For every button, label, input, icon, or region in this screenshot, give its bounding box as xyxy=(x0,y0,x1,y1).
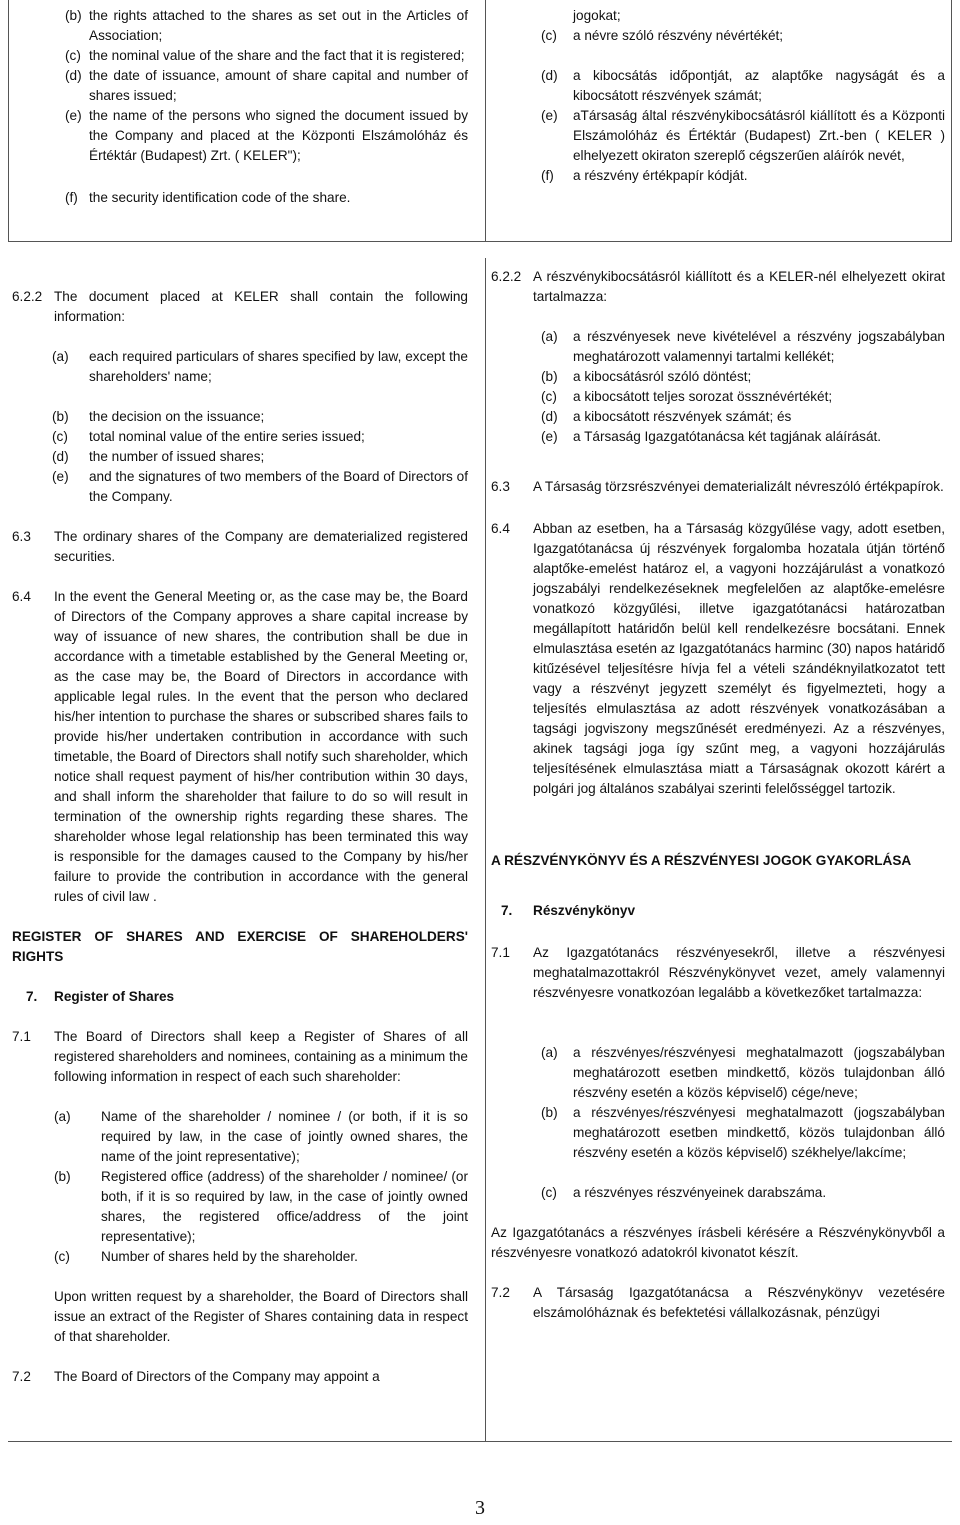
column-divider-main xyxy=(485,258,486,1442)
list-item: (d) a kibocsátás időpontját, az alaptőke nagyságát és a kibocsátott részvények számát; xyxy=(541,68,945,103)
table-bottom-border xyxy=(8,1441,952,1442)
left-column xyxy=(12,287,468,1387)
register-extract-paragraph: Az Igazgatótanács a részvényes írásbeli kérésére a Részvénykönyvből a részvényesre vonatkozó adatokról kivonatot készít. xyxy=(491,1225,945,1260)
list-item: (c) the nominal value of the share and the fact that it is registered; xyxy=(65,48,465,63)
list-item: (c) a kibocsátott teljes sorozat össznévértékét; xyxy=(541,389,833,404)
list-item: (c) a névre szóló részvény névértékét; xyxy=(541,28,784,43)
list-item: (b) the decision on the issuance; xyxy=(52,409,265,424)
top-left-cell xyxy=(12,6,468,208)
section-6-4: 6.4 In the event the General Meeting or, as the case may be, the Board of Directors of the Company approves a share capital increase by way of issuance of new shares, the contribution shall be due in accordance with a timetable established by the General Meeting or, as the case may be, the Board of Directors in accordance with applicable legal rules. In the event that the person who declared his/her intention to purchase the shares or subscribed shares fails to provide his/her undertaken contribution in accordance with such timetable, the Board of Directors shall notify such shareholder, which notice shall request payment of his/her contribution within 30 days, and shall inform the shareholder that failure to do so will result in termination of the ownership rights regarding these shares. The shareholder whose legal relationship has been terminated this way is responsible for the damages caused to the Company by his/her failure to provide the contribution in accordance with the general rules of civil law . xyxy=(12,589,468,904)
section-7: 7. Register of Shares xyxy=(26,989,175,1004)
section-7: 7. Részvénykönyv xyxy=(501,903,636,918)
list-item: (a) Name of the shareholder / nominee / (or both, if it is so required by law, in the case of jointly owned shares, the name of the joint representative); xyxy=(54,1109,468,1164)
right-column xyxy=(491,267,945,1323)
section-7-1: 7.1 The Board of Directors shall keep a Register of Shares of all registered shareholders and nominees, containing as a minimum the following information in respect of each such shareholder: xyxy=(12,1029,468,1084)
top-right-cell xyxy=(491,6,945,186)
section-6-4: 6.4 Abban az esetben, ha a Társaság közgyűlése vagy, adott esetben, Igazgatótanácsa új részvények forgalomba hozatala útján történő alaptőke-emelést határoz el, a vagyoni hozzájárulást a vonatkozó jogszabályi rendelkezéseknek megfelelően az alaptőke-emelésre vonatkozó közgyűlési, illetve igazgatótanácsi határozatban megállapított határidőn belül kell rendelkezésre bocsátani. Ennek elmulasztása esetén az Igazgatótanács harminc (30) napos határidő kitűzésével teljesítésre hívja fel a vételi szándéknyilatkozatot tett vagy a részvényt jegyzett személyt és figyelmezteti, hogy a teljesítés elmulasztása az adott részvények vonatkozásában a tagsági jogviszony megszűnését eredményezi. Az a részvényes, akinek tagsági joga így szűnt meg, a vagyoni hozzájárulás teljesítésének elmulasztása miatt a Társaságnak okozott kárért a polgári jog általános szabályai szerinti felelősséggel tartozik. xyxy=(491,521,945,796)
list-item: (b) the rights attached to the shares as set out in the Articles of Association; xyxy=(65,8,468,43)
list-item: (b) a részvényes/részvényesi meghatalmazott (jogszabályban meghatározott esetben mindkettő, közös tulajdonban álló részvény esetén a közös képviselő) székhelye/lakcíme; xyxy=(541,1105,945,1160)
column-divider-top xyxy=(485,0,486,242)
section-6-2-2: 6.2.2 The document placed at KELER shall contain the following information: xyxy=(12,289,468,324)
list-item: (b) Registered office (address) of the shareholder / nominee/ (or both, if it is so required by law, in the case of jointly owned shares, the registered office/address of the joint representative); xyxy=(54,1169,468,1244)
list-item: (b) a kibocsátásról szóló döntést; xyxy=(541,369,752,384)
section-7-2: 7.2 The Board of Directors of the Company may appoint a xyxy=(12,1369,380,1384)
section-6-2-2: 6.2.2 A részvénykibocsátásról kiállított és a KELER-nél elhelyezett okirat tartalmazza: xyxy=(491,269,945,304)
list-item: (e) and the signatures of two members of the Board of Directors of the Company. xyxy=(52,469,468,504)
list-item: (f) a részvény értékpapír kódját. xyxy=(541,168,748,183)
list-item: (a) each required particulars of shares specified by law, except the shareholders' name; xyxy=(52,349,468,384)
list-item: (c) a részvényes részvényeinek darabszáma. xyxy=(541,1185,827,1200)
list-item: (d) a kibocsátott részvények számát; és xyxy=(541,409,792,424)
section-heading: A RÉSZVÉNYKÖNYV ÉS A RÉSZVÉNYESI JOGOK GYAKORLÁSA xyxy=(491,853,912,868)
list-item: (d) the date of issuance, amount of share capital and number of shares issued; xyxy=(65,68,468,103)
list-item: (a) a részvényesek neve kivételével a részvény jogszabályban meghatározott valamennyi tartalmi kellékét; xyxy=(541,329,945,364)
list-item: (c) total nominal value of the entire series issued; xyxy=(52,429,365,444)
list-item: (e) aTársaság által részvénykibocsátásról kiállított és a Központi Elszámolóház és Értéktár (Budapest) Zrt.-ben ( KELER ) elhelyezett okiraton szereplő cégszerűen aláírók nevét, xyxy=(541,108,945,163)
list-item: (a) a részvényes/részvényesi meghatalmazott (jogszabályban meghatározott esetben mindkettő, közös tulajdonban álló részvény esetén a közös képviselő) cége/neve; xyxy=(541,1045,945,1100)
register-extract-paragraph: Upon written request by a shareholder, the Board of Directors shall issue an extract of the Register of Shares containing data in respect of that shareholder. xyxy=(54,1289,468,1344)
continuation-text: jogokat; xyxy=(573,8,621,23)
list-item: (e) a Társaság Igazgatótanácsa két tagjának aláírását. xyxy=(541,429,882,444)
list-item: (d) the number of issued shares; xyxy=(52,449,265,464)
section-heading: REGISTER OF SHARES AND EXERCISE OF SHAREHOLDERS' RIGHTS xyxy=(12,929,468,964)
section-6-3: 6.3 A Társaság törzsrészvényei dematerializált névreszóló értékpapírok. xyxy=(491,479,944,494)
section-6-3: 6.3 The ordinary shares of the Company are dematerialized registered securities. xyxy=(12,529,468,564)
list-item: (c) Number of shares held by the shareholder. xyxy=(54,1249,358,1264)
list-item: (f) the security identification code of the share. xyxy=(65,190,351,205)
list-item: (e) the name of the persons who signed the document issued by the Company and placed at the Központi Elszámolóház és Értéktár (Budapest) Zrt. ( KELER"); xyxy=(65,108,468,163)
section-7-1: 7.1 Az Igazgatótanács részvényesekről, illetve a részvényesi meghatalmazottakról Részvénykönyvet vezet, amely valamennyi részvényesre vonatkozóan legalább a következőket tartalmazza: xyxy=(491,945,945,1000)
page-number: 3 xyxy=(475,1497,485,1519)
section-7-2: 7.2 A Társaság Igazgatótanácsa a Részvénykönyv vezetésére elszámolóháznak és befektetési vállalkozásnak, pénzügyi xyxy=(491,1285,945,1320)
